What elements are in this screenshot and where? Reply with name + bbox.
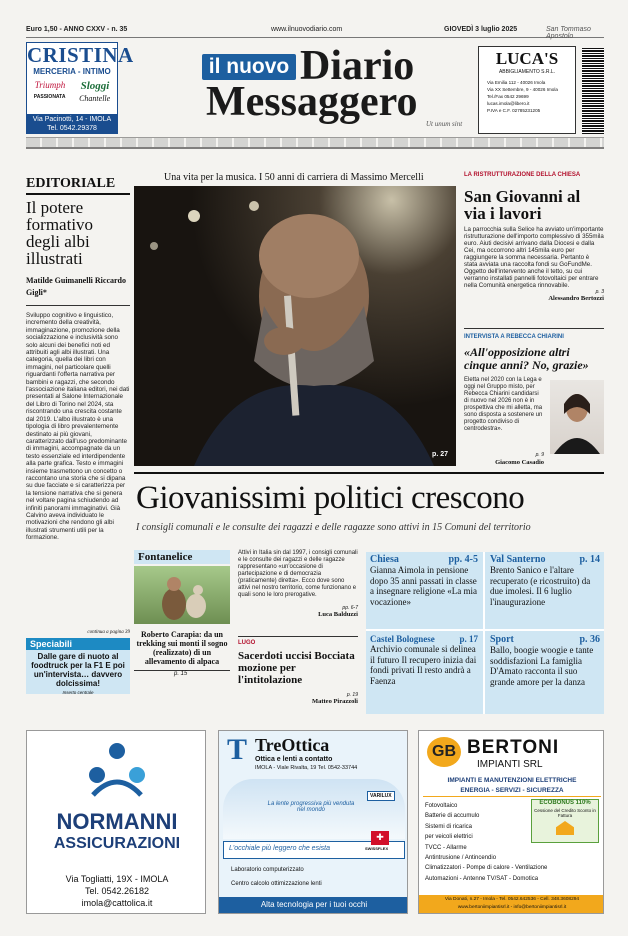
editoriale-body: Sviluppo cognitivo e linguistico, incremento della creatività, immaginazione, promozione della socializzazione e inclusività sono solo alcuni dei benefici noti ed attribuiti agli albi illustrati. Una categoria, quella dei libri con immagini, nel particolare quelli riguardanti l'offerta narrativa per bambini e ragazzi, che secondo l'associazione italiana editori, nei dati presentati al Salone Internazionale del Libro di Torino nel 2024, sta riscontrando una crescita costante dal 2019. L'albo illustrato è una tipologia di libro prevalentemente destinato ai più giovani, caratterizzato dall'uso predominante di immagini, accompagnate da un testo essenziale ed interdipendente alla parte grafica. Testo e immagini insieme trasmettono un concetto o raccontano una storia che si dipana su due facciate e si caratterizza per la tensione narrativa che si genera nel voltare pagina schiudendo ad infiniti panorami immaginativi. Già Calvino aveva individuato le motivazioni che rendono gli albi illustrati strumenti utili per la formazione.	[26, 312, 130, 542]
house-icon	[556, 821, 574, 835]
varilux-badge: VARILUX	[367, 791, 395, 801]
main-headline: Giovanissimi politici crescono	[136, 480, 525, 516]
bertoni-desc1: IMPIANTI E MANUTENZIONI ELETTRICHE	[447, 777, 577, 784]
lucas-addr1: Via Emilia 112 - 40026 Imola	[487, 80, 546, 85]
normanni-name1: NORMANNI	[56, 809, 178, 834]
brief-text: Ballo, boogie woogie e tante soddisfazioni La famiglia D'Amato racconta il suo grande amore per la danza	[490, 645, 594, 687]
san-giovanni-title: San Giovanni al via i lavori	[464, 187, 581, 223]
intervista-label: INTERVISTA A REBECCA CHIARINI	[464, 334, 564, 340]
brief-place: Val Santerno	[490, 554, 546, 565]
brief-chiesa[interactable]	[366, 552, 482, 628]
ad-bertoni[interactable]	[418, 730, 604, 914]
service-item: per veicoli elettrici	[425, 834, 473, 841]
masthead-il-nuovo: il nuovo	[202, 54, 296, 80]
editoriale-column	[26, 176, 130, 636]
headline-author: Luca Balduzzi	[318, 611, 358, 618]
speciabili-text: Dalle gare di nuoto al foodtruck per la F1 E poi un'intervista… davvero dolcissima!	[31, 652, 125, 688]
photo-page: p. 27	[432, 451, 448, 458]
speciabili-note: Inserto centrale	[62, 690, 94, 695]
service-item: Automazioni - Antenne TV/SAT - Domotica	[425, 875, 539, 882]
treottica-lab: Laboratorio computerizzato	[231, 867, 304, 873]
cristina-contact	[27, 114, 117, 133]
masthead	[130, 43, 470, 134]
main-photo[interactable]	[134, 186, 456, 466]
normanni-email[interactable]: imola@cattolica.it	[81, 898, 153, 908]
fine-print-strip	[26, 137, 604, 149]
lucas-email[interactable]: lucas.imola@libero.it	[487, 101, 530, 106]
service-item: Antintrusione / Antincendio	[425, 855, 497, 862]
chiarini-photo	[550, 380, 604, 454]
service-item: Sistemi di ricarica	[425, 823, 473, 830]
editoriale-continue: continua a pagina 39	[87, 630, 130, 635]
brand-sloggi: Sloggi	[80, 80, 110, 92]
swiss-cross-icon: ✚	[371, 831, 389, 845]
lugo-author: Matteo Pirazzoli	[311, 698, 358, 705]
cristina-address: Via Pacinotti, 14 - IMOLA	[32, 116, 112, 123]
editoriale-title: Il potere formativo degli albi illustrati	[26, 198, 94, 268]
saint-of-day: San Tommaso Apostolo	[546, 26, 591, 40]
brief-text: Brento Sanico e l'altare recuperato (e ricostruito) da due imolesi. Il 6 luglio l'inaugurazione	[490, 565, 591, 607]
treottica-footer: Alta tecnologia per i tuoi occhi	[219, 897, 408, 913]
service-item: Batterie di accumulo	[425, 813, 480, 820]
brief-text: Archivio comunale si delinea il futuro Il recupero inizia dai fondi privati Il resto andrà a Faenza	[370, 644, 477, 686]
lugo-title: Sacerdoti uccisi Bocciata mozione per l'intitolazione	[238, 650, 355, 686]
ad-cristina[interactable]	[26, 42, 134, 134]
website[interactable]: www.ilnuovodiario.com	[271, 26, 343, 33]
treottica-promo1: La lente progressiva più venduta nel mondo	[267, 801, 355, 813]
brief-val-santerno[interactable]	[486, 552, 604, 628]
brief-page: pp. 4-5	[448, 554, 478, 565]
lucas-phone: Tel./Fax 0542 29699	[487, 94, 529, 99]
brief-page: p. 36	[579, 634, 600, 645]
lucas-sub: ABBIGLIAMENTO S.R.L.	[498, 69, 556, 75]
intervista-page: p. 9	[535, 452, 544, 458]
intervista-body: Eletta nel 2020 con la Lega e oggi nel Gruppo misto, per Rebecca Chiarini candidarsi di nuovo nel 2026 non è in prospettiva che mi alletta, ma sono disposta a sostenere un progetto condiviso di centrodestra».	[464, 377, 543, 432]
issue-date: GIOVEDÌ 3 luglio 2025	[444, 26, 518, 33]
ecobonus-badge	[531, 799, 599, 843]
headline-body-block	[238, 550, 358, 630]
bertoni-name2: IMPIANTI SRL	[477, 759, 543, 770]
bertoni-logo-icon: GB	[427, 737, 461, 767]
brief-text: Gianna Aimola in pensione dopo 35 anni passati in classe a insegnare religione «La mia vocazione»	[370, 565, 477, 607]
treottica-address: IMOLA - Viale Rivalta, 19 Tel. 0542-33744	[255, 765, 358, 771]
bertoni-footer	[419, 895, 604, 913]
intervista-author: Giacomo Casadio	[495, 459, 544, 466]
normanni-logo-icon	[83, 739, 151, 801]
alpaca-photo	[134, 566, 230, 624]
lucas-vat: P.IVA e C.F. 02785231205	[487, 108, 541, 113]
lucas-addr2: Via XX Settembre, 9 - 40026 Imola	[487, 87, 558, 92]
cristina-sub: MERCERIA - INTIMO	[33, 67, 111, 76]
service-item: Climatizzatori - Pompe di calore - Ventilazione	[425, 865, 548, 872]
bertoni-desc2: ENERGIA - SERVIZI - SICUREZZA	[423, 787, 601, 797]
san-giovanni-body: La parrocchia sulla Selice ha avviato un'importante ristrutturazione dell'importo complessivo di 355mila euro. Aiuti decisivi arrivano dalla Diocesi e dalla Cei, ma occorrono altri 145mila euro per raggiungere la somma necessaria. Pertanto è stata avviata una raccolta fondi su GoFundMe. Oggetto dell'intervento anche il tetto, su cui verranno installati pannelli fotovoltaici per entrare nella Comunità energetica rinnovabile.	[464, 226, 604, 289]
briefs-grid	[366, 552, 604, 714]
barcode-icon	[582, 48, 604, 134]
treottica-promo2: L'occhiale più leggero che esista	[229, 845, 330, 852]
ad-treottica[interactable]	[218, 730, 408, 914]
bertoni-name1: BERTONI	[467, 737, 560, 758]
lugo-label: LUGO	[238, 640, 256, 646]
ad-normanni[interactable]	[26, 730, 206, 914]
fontanelice-text: Roberto Carapia: da un trekking sui monti il sogno (realizzato) di un allevamento di alpaca	[136, 630, 228, 666]
fontanelice-box[interactable]	[134, 550, 230, 712]
main-subtitle: I consigli comunali e le consulte dei ragazzi e delle ragazze sono attivi in 15 Comuni del territorio	[136, 522, 531, 533]
brief-page: p. 17	[459, 634, 478, 644]
fontanelice-page: p. 15	[134, 670, 230, 677]
editoriale-authors: Matilde Guimanelli Riccardo Gigli*	[26, 276, 126, 297]
treottica-calc: Centro calcolo ottimizzazione lenti	[231, 881, 322, 887]
brief-castel-bolognese[interactable]	[366, 632, 482, 714]
editoriale-label: EDITORIALE	[26, 176, 130, 195]
bertoni-web[interactable]: www.bertoniimpiantisrl.it - info@bertoniimpiantisrl.it	[457, 905, 567, 910]
speciabili-title: Speciabili	[26, 638, 130, 650]
headline-body: Attivi in Italia sin dal 1997, i consigli comunali e le consulte dei ragazzi e delle ragazze rappresentano «un'occasione di partecipazione e di democrazia (praticamente) diretta». Ecco dove sono attivi nel nostro territorio, come funzionano e quali sono le loro prerogative.	[238, 550, 358, 598]
speciabili-box[interactable]	[26, 638, 130, 694]
san-giovanni-author: Alessandro Bertozzi	[548, 295, 604, 302]
brief-place: Chiesa	[370, 554, 399, 565]
normanni-address: Via Togliatti, 19X - IMOLA	[65, 874, 169, 884]
masthead-messaggero: Messaggero	[206, 79, 418, 125]
cristina-phone: Tel. 0542.29378	[47, 125, 97, 132]
treottica-logo-icon: T	[227, 733, 248, 766]
service-item: Fotovoltaico	[425, 803, 458, 809]
brand-chantelle: Chantelle	[79, 94, 111, 103]
intervista-article	[464, 334, 604, 474]
cristina-name: CRISTINA	[27, 43, 134, 67]
masthead-diario: Diario	[300, 43, 415, 89]
service-item: TVCC - Allarme	[425, 844, 467, 851]
brief-page: p. 14	[579, 554, 600, 565]
brief-place: Castel Bolognese	[370, 634, 435, 644]
bertoni-address: Via Donati, n.27 - Imola - Tel. 0542.642536 - Cell. 348.3608294	[444, 897, 580, 902]
photo-caption: Una vita per la musica. I 50 anni di carriera di Massimo Mercelli	[164, 172, 424, 183]
san-giovanni-article	[464, 172, 604, 322]
lugo-article	[238, 640, 358, 714]
top-info-bar	[26, 24, 604, 38]
brief-sport[interactable]	[486, 632, 604, 714]
treottica-name: TreOttica	[255, 735, 330, 755]
san-giovanni-page: p. 3	[595, 289, 604, 295]
lugo-page: p. 19	[346, 692, 358, 698]
normanni-phone: Tel. 0542.26182	[84, 886, 150, 896]
ecobonus-title: ECOBONUS 110%	[539, 800, 591, 806]
swissflex-label: SWISSFLEX	[365, 846, 389, 851]
fontanelice-title: Fontanelice	[134, 550, 230, 564]
ecobonus-sub: Cessione del Credito Sconto in Fattura	[534, 808, 596, 818]
brand-triumph: Triumph	[34, 80, 66, 90]
brand-passionata: PASSIONATA	[33, 94, 66, 100]
masthead-motto: Ut unum sint	[426, 120, 463, 128]
normanni-name2: ASSICURAZIONI	[53, 835, 181, 852]
ad-lucas[interactable]	[478, 46, 576, 134]
treottica-tagline: Ottica e lenti a contatto	[255, 756, 333, 763]
lucas-name: LUCA'S	[495, 49, 559, 68]
musician-photo-illustration	[134, 186, 456, 466]
san-giovanni-label: LA RISTRUTTURAZIONE DELLA CHIESA	[464, 172, 581, 178]
brief-place: Sport	[490, 634, 514, 645]
issue-price: Euro 1,50 - ANNO CXXV - n. 35	[26, 26, 128, 33]
intervista-title: «All'opposizione altri cinque anni? No, grazie»	[464, 345, 589, 372]
headline-page: pp. 6-7	[342, 605, 358, 611]
